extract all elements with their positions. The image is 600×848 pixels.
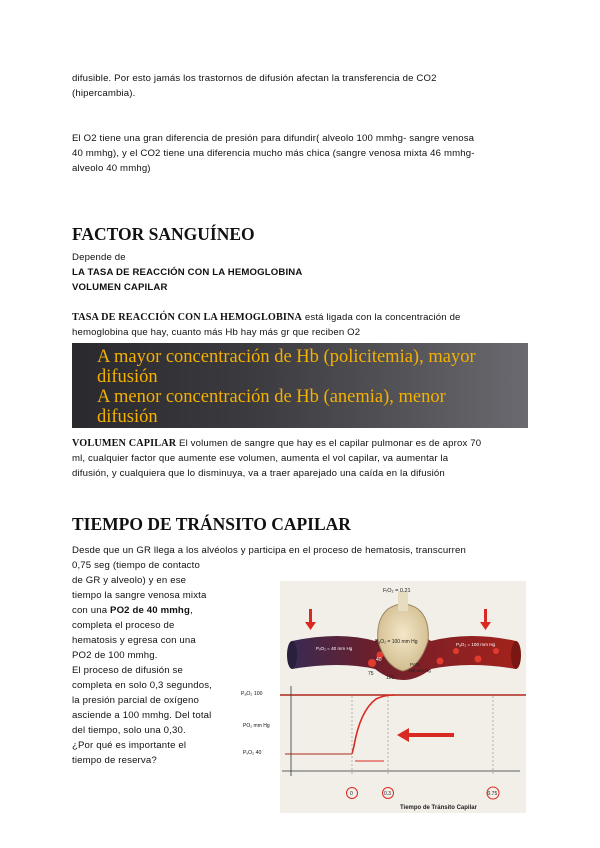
text-line: del tiempo, solo una 0,30. xyxy=(72,725,186,736)
banner-line: A menor concentración de Hb (anemia), menor xyxy=(97,387,446,407)
intro-paragraph-2 xyxy=(72,131,475,176)
text-line: completa el proceso de xyxy=(72,620,175,631)
factor-item-volumen: VOLUMEN CAPILAR xyxy=(72,282,168,293)
heading-tiempo-transito: TIEMPO DE TRÁNSITO CAPILAR xyxy=(72,514,351,534)
text-line: ml, cualquier factor que aumente ese volumen, aumenta el vol capilar, va aumentar la xyxy=(72,453,449,464)
banner-line: difusión xyxy=(97,407,158,427)
vessel-end-left xyxy=(287,641,297,669)
factor-item-tasa: LA TASA DE REACCIÓN CON LA HEMOGLOBINA xyxy=(72,267,303,278)
t0-label: 0 xyxy=(350,791,353,797)
axis-text: 40 xyxy=(255,750,262,756)
t075-label: 0.75 xyxy=(487,791,498,797)
text-line: El proceso de difusión se xyxy=(72,665,183,676)
text-line: hematosis y egresa con una xyxy=(72,635,196,646)
capillary-po2-label: PcO₂ xyxy=(410,662,421,667)
text-line: de GR y alveolo) y en ese xyxy=(72,575,187,586)
tasa-paragraph xyxy=(72,310,532,340)
fig-axis-left-pao2 xyxy=(241,691,263,697)
value-40: 40 xyxy=(376,657,382,663)
vessel-end-right xyxy=(511,641,521,669)
text-line: El O2 tiene una gran diferencia de presión para difundir( alveolo 100 mmhg- sangre venosa xyxy=(72,133,475,144)
transito-line-1: Desde que un GR llega a los alvéolos y participa en el proceso de hematosis, transcurren xyxy=(72,545,466,556)
t03-label: 0.3 xyxy=(384,791,391,797)
axis-text: PᵥO₂ xyxy=(243,750,255,756)
fig-axis-left-pvo2 xyxy=(243,750,261,756)
axis-text: 100 xyxy=(253,691,263,697)
term-volumen: VOLUMEN CAPILAR xyxy=(72,438,177,449)
value-75: 75 xyxy=(368,671,374,677)
text-span: con una xyxy=(72,605,111,616)
axis-text: PₐO₂ xyxy=(241,691,253,697)
text-line: tiempo la sangre venosa mixta xyxy=(72,590,207,601)
volumen-paragraph xyxy=(72,436,532,481)
text-line: difusión, y cualquiera que lo disminuya, va a traer aparejado una caída en la difusión xyxy=(72,468,445,479)
text-line: PO2 de 100 mmhg. xyxy=(72,650,158,661)
text-span: está ligada con la concentración de xyxy=(302,312,461,323)
capillary-po2-value: 100 mm Hg xyxy=(408,668,431,673)
factor-depende xyxy=(72,250,302,295)
fig-axis-left-po2: PO₂ mm Hg xyxy=(243,723,270,729)
heading-factor-sanguineo: FACTOR SANGUÍNEO xyxy=(72,224,255,244)
text-span: , xyxy=(189,605,193,616)
text-line: difusible. Por esto jamás los trastornos de difusión afectan la transferencia de CO2 xyxy=(72,73,437,84)
text-span: El volumen de sangre que hay es el capilar pulmonar es de aprox 70 xyxy=(176,438,482,449)
text-line: 0,75 seg (tiempo de contacto xyxy=(72,560,200,571)
alveolar-po2-label: PₐO₂ = 100 mm Hg xyxy=(375,639,418,645)
text-line: tiempo de reserva? xyxy=(72,755,157,766)
text-line: la presión parcial de oxígeno xyxy=(72,695,200,706)
text-line: ¿Por qué es importante el xyxy=(72,740,187,751)
text-line: completa en solo 0,3 segundos, xyxy=(72,680,212,691)
intro-paragraph-1 xyxy=(72,71,437,101)
text-line: hemoglobina que hay, cuanto más Hb hay más gr que reciben O2 xyxy=(72,327,361,338)
x-axis-title: Tiempo de Tránsito Capilar xyxy=(400,805,477,811)
arterial-po2-label: PₐO₂ = 100 mm Hg xyxy=(456,642,496,647)
capillary-transit-figure xyxy=(280,581,526,813)
text-line: Depende de xyxy=(72,252,126,263)
po2-40-highlight: PO2 de 40 mmhg xyxy=(110,605,190,616)
hb-concentration-banner xyxy=(72,343,528,428)
venous-po2-label: PᵥO₂ = 40 mm Hg xyxy=(316,646,353,651)
transito-paragraph xyxy=(72,558,277,768)
airway xyxy=(398,591,408,611)
text-line: (hipercambia). xyxy=(72,88,136,99)
term-tasa: TASA DE REACCIÓN CON LA HEMOGLOBINA xyxy=(72,312,303,323)
text-line: alveolo 40 mmhg) xyxy=(72,163,151,174)
fio2-label: FᵢO₂ = 0.21 xyxy=(383,588,411,594)
banner-line: difusión xyxy=(97,367,158,387)
text-line: 40 mmhg), y el CO2 tiene una diferencia mucho más chica (sangre venosa mixta 46 mmhg- xyxy=(72,148,475,159)
text-line: asciende a 100 mmhg. Del total xyxy=(72,710,212,721)
banner-line: A mayor concentración de Hb (policitemia), mayor xyxy=(97,347,476,367)
value-100: 100 xyxy=(386,675,395,681)
